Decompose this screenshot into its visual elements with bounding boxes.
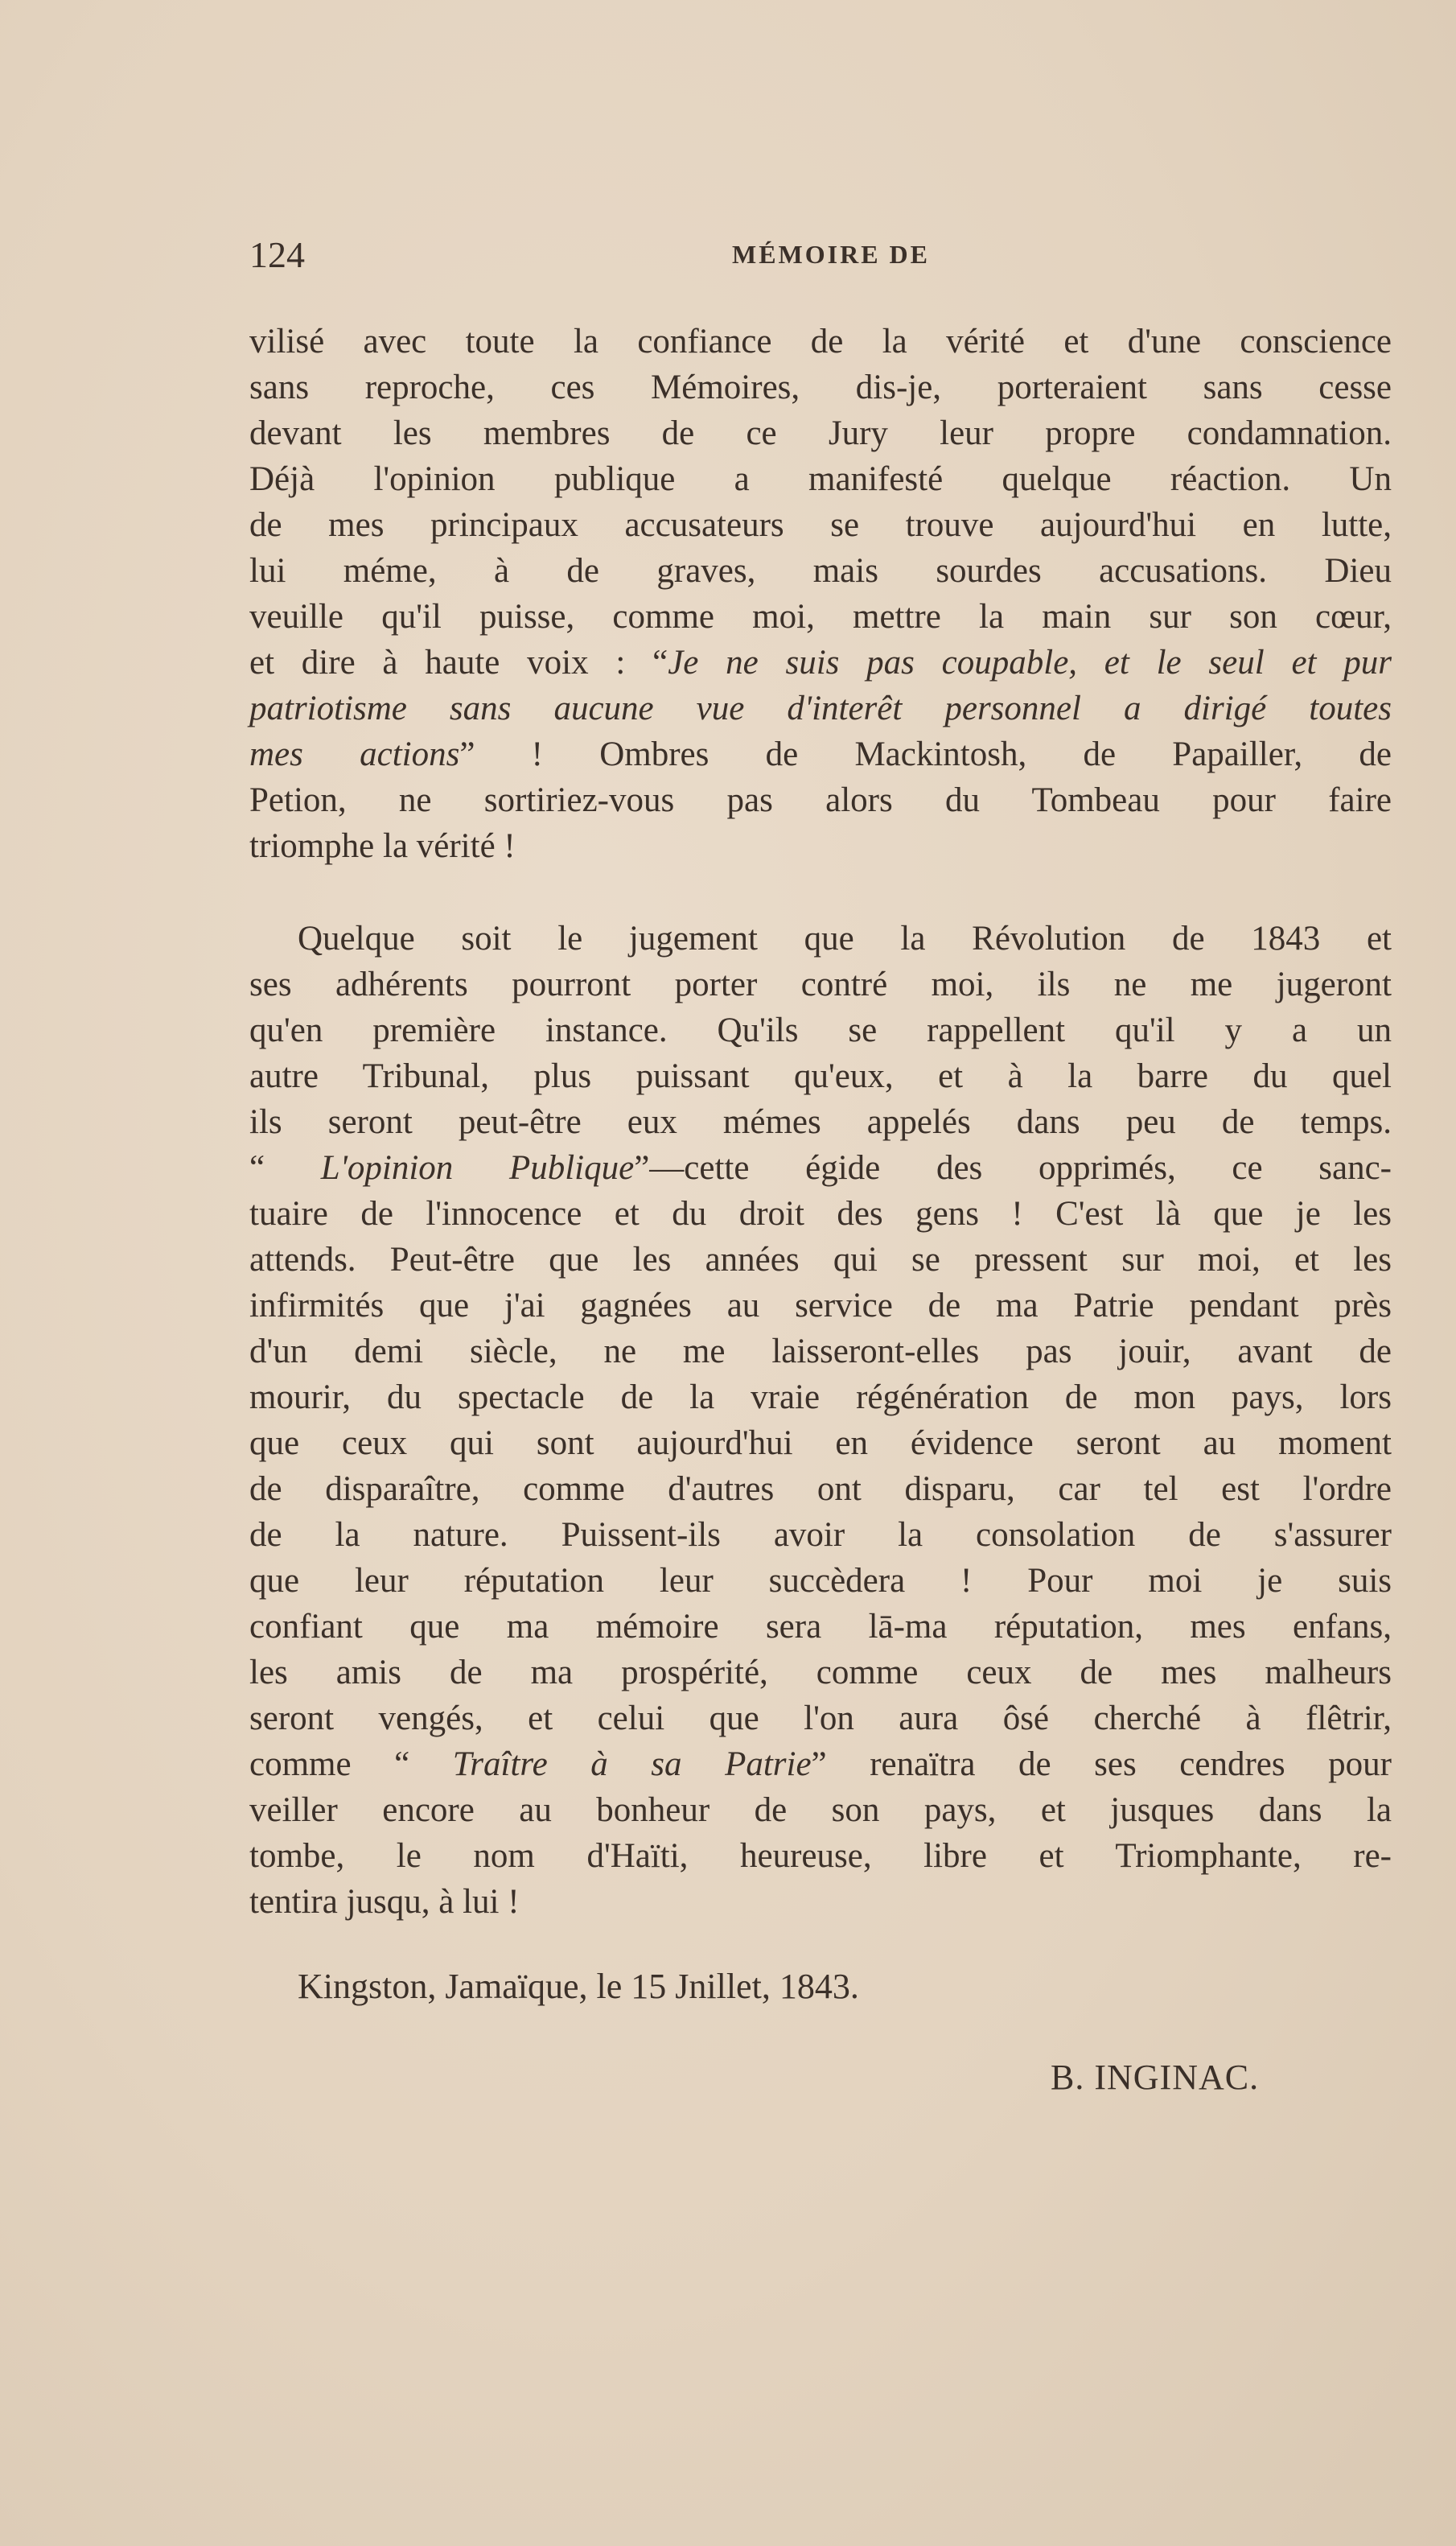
text-line [249, 1741, 1392, 1787]
running-title: MÉMOIRE DE [732, 240, 930, 269]
text-segment: comme “ [249, 1745, 453, 1783]
text-segment: et dire à haute voix : “ [249, 644, 668, 682]
text-line: tombe, le nom d'Haïti, heureuse, libre et Triomphante, re- [249, 1837, 1392, 1875]
dateline: Kingston, Jamaïque, le 15 Jnillet, 1843. [298, 1967, 859, 2006]
text-line: de disparaître, comme d'autres ont disparu, car tel est l'ordre [249, 1470, 1392, 1508]
italic-text: Je ne suis pas coupable, et le seul et pur [668, 644, 1392, 682]
text-line: sans reproche, ces Mémoires, dis-je, porteraient sans cesse [249, 369, 1392, 406]
text-line: vilisé avec toute la confiance de la vérité et d'une conscience [249, 323, 1392, 360]
text-line: infirmités que j'ai gagnées au service de ma Patrie pendant près [249, 1287, 1392, 1324]
text-line: de la nature. Puissent-ils avoir la consolation de s'assurer [249, 1516, 1392, 1554]
text-line: qu'en première instance. Qu'ils se rappellent qu'il y a un [249, 1011, 1392, 1049]
text-line [249, 1145, 1392, 1191]
italic-text: Traître à sa Patrie [452, 1745, 812, 1783]
text-segment: ”—cette égide des opprimés, ce sanc- [634, 1149, 1392, 1187]
text-line: ils seront peut-être eux mémes appelés dans peu de temps. [249, 1103, 1392, 1141]
text-line: lui méme, à de graves, mais sourdes accusations. Dieu [249, 552, 1392, 590]
text-line: tuaire de l'innocence et du droit des gens ! C'est là que je les [249, 1195, 1392, 1233]
text-line: mourir, du spectacle de la vraie régénération de mon pays, lors [249, 1378, 1392, 1416]
text-line: Quelque soit le jugement que la Révolution de 1843 et [298, 920, 1392, 958]
text-line: que ceux qui sont aujourd'hui en évidence seront au moment [249, 1424, 1392, 1462]
text-line: que leur réputation leur succèdera ! Pour moi je suis [249, 1562, 1392, 1600]
paragraph [249, 916, 1392, 1925]
text-line: attends. Peut-être que les années qui se pressent sur moi, et les [249, 1241, 1392, 1279]
paragraph [249, 319, 1392, 869]
text-line: veiller encore au bonheur de son pays, et jusques dans la [249, 1791, 1392, 1829]
italic-text: patriotisme sans aucune vue d'interêt personnel a dirigé toutes [249, 690, 1392, 727]
text-segment: “ [249, 1149, 321, 1187]
body-text [249, 319, 1392, 1925]
text-segment: ” renaïtra de ses cendres pour [811, 1745, 1392, 1783]
signature: B. INGINAC. [1051, 2058, 1260, 2097]
text-segment: ” ! Ombres de Mackintosh, de Papailler, de [459, 735, 1392, 773]
text-line: veuille qu'il puisse, comme moi, mettre la main sur son cœur, [249, 598, 1392, 636]
text-line: confiant que ma mémoire sera lā-ma réputation, mes enfans, [249, 1608, 1392, 1646]
text-line [249, 640, 1392, 686]
italic-text: L'opinion Publique [320, 1149, 635, 1187]
page-number: 124 [249, 234, 305, 275]
text-line: les amis de ma prospérité, comme ceux de mes malheurs [249, 1654, 1392, 1691]
text-line: autre Tribunal, plus puissant qu'eux, et à la barre du quel [249, 1057, 1392, 1095]
text-line: triomphe la vérité ! [249, 827, 516, 865]
text-line: seront vengés, et celui que l'on aura ôsé cherché à flêtrir, [249, 1699, 1392, 1737]
text-line: Déjà l'opinion publique a manifesté quelque réaction. Un [249, 460, 1392, 498]
text-line [249, 731, 1392, 777]
text-line: tentira jusqu, à lui ! [249, 1883, 520, 1921]
text-line [249, 686, 1392, 731]
text-line: d'un demi siècle, ne me laisseront-elles pas jouir, avant de [249, 1333, 1392, 1370]
italic-text: mes actions [249, 735, 460, 773]
text-line: ses adhérents pourront porter contré moi, ils ne me jugeront [249, 966, 1392, 1003]
running-header [249, 233, 1392, 282]
text-line: Petion, ne sortiriez-vous pas alors du Tombeau pour faire [249, 781, 1392, 819]
text-line: de mes principaux accusateurs se trouve aujourd'hui en lutte, [249, 506, 1392, 544]
text-line: devant les membres de ce Jury leur propre condamnation. [249, 414, 1392, 452]
